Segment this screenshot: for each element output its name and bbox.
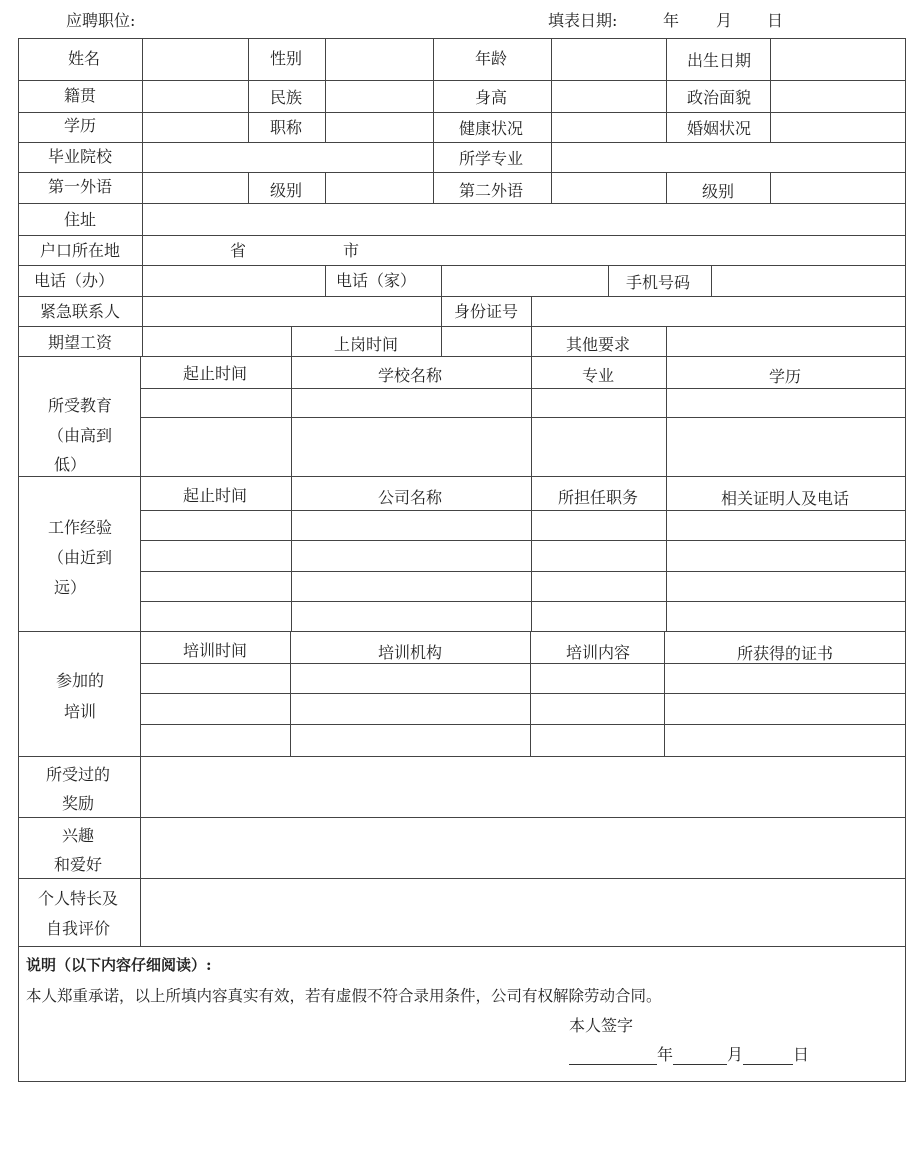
declaration-text: 本人郑重承诺，以上所填内容真实有效，若有虚假不符合录用条件，公司有权解除劳动合同。 <box>26 987 662 1005</box>
level2-label: 级别 <box>701 182 735 201</box>
gender-label: 性别 <box>269 49 303 68</box>
education-section-label-1: 所受教育 <box>47 396 113 415</box>
first-language-label: 第一外语 <box>47 177 113 196</box>
school-label: 毕业院校 <box>47 147 113 166</box>
level1-input[interactable] <box>326 173 433 203</box>
age-input[interactable] <box>552 39 666 80</box>
edu-header-degree: 学历 <box>768 367 802 386</box>
education-label: 学历 <box>63 116 97 135</box>
height-label: 身高 <box>474 88 508 107</box>
position-input[interactable] <box>150 8 510 34</box>
emergency-contact-input[interactable] <box>143 297 441 326</box>
start-time-label: 上岗时间 <box>333 335 399 354</box>
province-label: 省 <box>230 241 247 260</box>
education-input[interactable] <box>143 113 248 142</box>
signature-day-input[interactable] <box>743 1048 793 1065</box>
fill-date-year-label: 年 <box>663 11 680 30</box>
self-eval-label-1: 个人特长及 <box>37 889 119 908</box>
second-language-label: 第二外语 <box>458 181 524 200</box>
ethnicity-input[interactable] <box>326 81 433 112</box>
education-row[interactable] <box>141 389 905 417</box>
city-label: 市 <box>343 241 360 260</box>
expected-salary-input[interactable] <box>143 327 291 356</box>
marital-label: 婚姻状况 <box>686 119 752 138</box>
signature-date <box>569 1045 809 1065</box>
training-section-label-2: 培训 <box>63 702 97 721</box>
training-row[interactable] <box>141 725 905 756</box>
work-row[interactable] <box>141 572 905 601</box>
fill-date-label: 填表日期: <box>548 11 618 30</box>
signature-label: 本人签字 <box>569 1016 634 1035</box>
name-label: 姓名 <box>67 49 101 68</box>
mobile-label: 手机号码 <box>625 273 691 292</box>
training-header-institution: 培训机构 <box>377 643 443 662</box>
training-row[interactable] <box>141 694 905 724</box>
hukou-province-input[interactable] <box>143 236 228 265</box>
title-label: 职称 <box>269 118 303 137</box>
id-number-label: 身份证号 <box>453 302 519 321</box>
declaration-title: 说明（以下内容仔细阅读）: <box>26 956 212 974</box>
other-requirements-input[interactable] <box>667 327 905 356</box>
major-input[interactable] <box>552 143 905 172</box>
phone-office-label: 电话（办） <box>33 271 115 290</box>
hobbies-label-1: 兴趣 <box>61 826 95 845</box>
awards-label-1: 所受过的 <box>45 765 111 784</box>
education-section-label-2: （由高到 <box>47 426 113 445</box>
self-eval-input[interactable] <box>141 879 905 946</box>
education-row[interactable] <box>141 418 905 476</box>
political-status-label: 政治面貌 <box>686 88 752 107</box>
work-header-company: 公司名称 <box>377 488 443 507</box>
phone-home-input[interactable] <box>442 266 608 296</box>
birth-date-input[interactable] <box>771 39 905 80</box>
edu-header-period: 起止时间 <box>182 364 248 383</box>
hukou-detail-input[interactable] <box>365 236 905 265</box>
awards-label-2: 奖励 <box>61 794 95 813</box>
work-section-label-3: 远） <box>53 578 87 597</box>
gender-input[interactable] <box>326 39 433 80</box>
edu-header-school: 学校名称 <box>377 366 443 385</box>
address-input[interactable] <box>143 204 905 235</box>
level2-input[interactable] <box>771 173 905 203</box>
native-place-input[interactable] <box>143 81 248 112</box>
training-header-certificate: 所获得的证书 <box>736 644 834 663</box>
signature-month-input[interactable] <box>673 1048 727 1065</box>
title-input[interactable] <box>326 113 433 142</box>
emergency-contact-label: 紧急联系人 <box>39 302 121 321</box>
marital-input[interactable] <box>771 113 905 142</box>
signature-year-input[interactable] <box>569 1048 657 1065</box>
hobbies-label-2: 和爱好 <box>53 855 103 874</box>
fill-date-day-label: 日 <box>767 11 784 30</box>
work-header-position: 所担任职务 <box>557 488 639 507</box>
training-header-content: 培训内容 <box>565 643 631 662</box>
work-section-label-2: （由近到 <box>47 548 113 567</box>
mobile-input[interactable] <box>712 266 905 296</box>
signature-year-label: 年 <box>657 1045 674 1064</box>
name-input[interactable] <box>143 39 248 80</box>
start-time-input[interactable] <box>442 327 531 356</box>
level1-label: 级别 <box>269 181 303 200</box>
first-language-input[interactable] <box>143 173 248 203</box>
health-input[interactable] <box>552 113 666 142</box>
birth-date-label: 出生日期 <box>686 51 752 70</box>
expected-salary-label: 期望工资 <box>47 333 113 352</box>
fill-date-month-label: 月 <box>716 11 733 30</box>
ethnicity-label: 民族 <box>269 88 303 107</box>
phone-office-input[interactable] <box>143 266 325 296</box>
school-input[interactable] <box>143 143 433 172</box>
age-label: 年龄 <box>474 49 508 68</box>
training-section-label-1: 参加的 <box>55 671 105 690</box>
second-language-input[interactable] <box>552 173 666 203</box>
id-number-input[interactable] <box>532 297 905 326</box>
work-row[interactable] <box>141 511 905 540</box>
training-header-period: 培训时间 <box>182 641 248 660</box>
health-label: 健康状况 <box>458 119 524 138</box>
signature-day-label: 日 <box>793 1045 810 1064</box>
self-eval-label-2: 自我评价 <box>45 919 111 938</box>
signature-month-label: 月 <box>727 1045 744 1064</box>
hukou-label: 户口所在地 <box>39 241 121 260</box>
phone-home-label: 电话（家） <box>335 271 417 290</box>
height-input[interactable] <box>552 81 666 112</box>
edu-header-major: 专业 <box>581 366 615 385</box>
political-status-input[interactable] <box>771 81 905 112</box>
work-row[interactable] <box>141 602 905 631</box>
work-row[interactable] <box>141 541 905 571</box>
other-requirements-label: 其他要求 <box>565 335 631 354</box>
hukou-city-input[interactable] <box>250 236 340 265</box>
work-header-period: 起止时间 <box>182 486 248 505</box>
training-row[interactable] <box>141 664 905 693</box>
work-section-label-1: 工作经验 <box>47 518 113 537</box>
address-label: 住址 <box>63 210 97 229</box>
education-section-label-3: 低） <box>53 455 87 474</box>
awards-input[interactable] <box>141 757 905 817</box>
position-label: 应聘职位: <box>66 11 136 30</box>
native-place-label: 籍贯 <box>63 86 97 105</box>
work-header-reference: 相关证明人及电话 <box>720 489 850 508</box>
major-label: 所学专业 <box>458 149 524 168</box>
hobbies-input[interactable] <box>141 818 905 878</box>
